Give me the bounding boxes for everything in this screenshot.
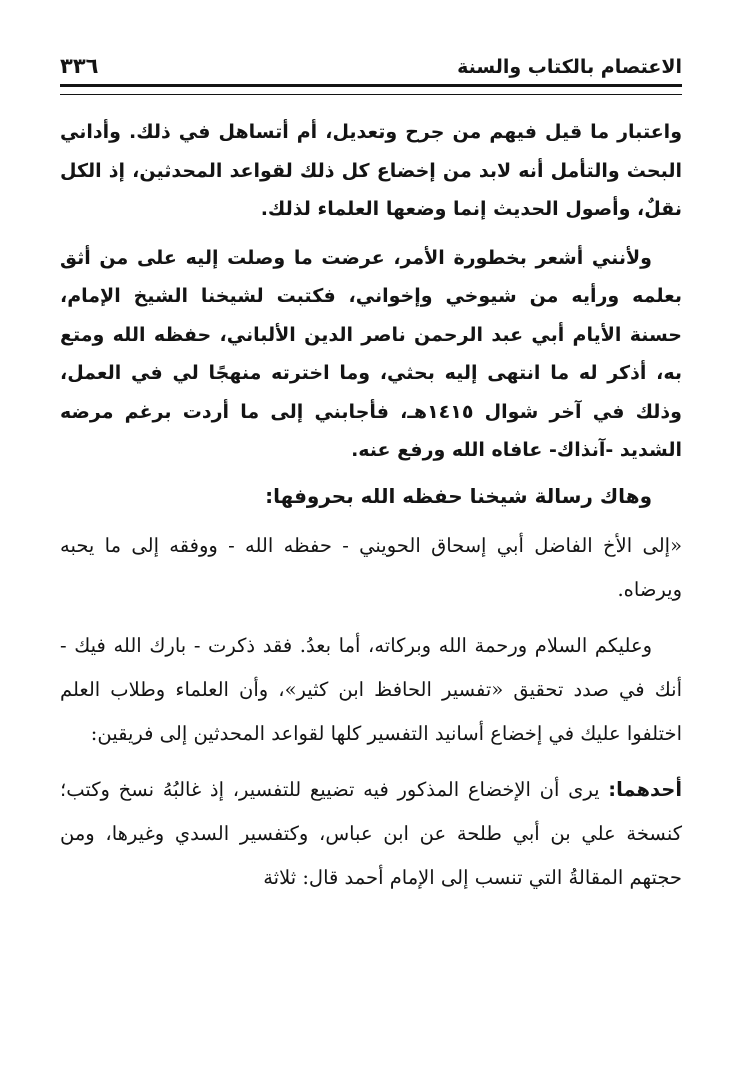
first-group-label: أحدهما: bbox=[608, 777, 682, 801]
letter-heading: وهاك رسالة شيخنا حفظه الله بحروفها: bbox=[265, 483, 652, 508]
letter-salutation: «إلى الأخ الفاضل أبي إسحاق الحويني - حفظه الله - ووفقه إلى ما يحبه ويرضاه. bbox=[60, 533, 682, 601]
running-header bbox=[60, 50, 682, 84]
book-page bbox=[60, 50, 682, 1070]
header-divider bbox=[60, 84, 682, 95]
page-number: ٣٣٦ bbox=[60, 54, 99, 78]
paragraph-methodology: واعتبار ما قيل فيهم من جرح وتعديل، أم أتساهل في ذلك. وأداني البحث والتأمل أنه لابد من إخضاع كل ذلك لقواعد المحدثين، إذ الكل نقلٌ، وأصول الحديث إنما وضعها العلماء لذلك. bbox=[60, 121, 682, 220]
paragraph-spacer bbox=[60, 756, 682, 768]
first-group-text: يرى أن الإخضاع المذكور فيه تضييع للتفسير، إذ غالبُهُ نسخ وكتب؛ كنسخة علي بن أبي طلحة عن ابن عباس، وكتفسير السدي وغيرها، ومن حجتهم المقالةُ التي تنسب إلى الإمام أحمد قال: ثلاثة bbox=[60, 777, 682, 889]
letter-body-paragraph: وعليكم السلام ورحمة الله وبركاته، أما بعدُ. فقد ذكرت - بارك الله فيك - أنك في صدد تحقيق «تفسير الحافظ ابن كثير»، وأن العلماء وطلاب العلم اختلفوا عليك في إخضاع أسانيد التفسير كلها لقواعد المحدثين إلى فريقين: bbox=[60, 633, 682, 745]
paragraph-spacer bbox=[60, 612, 682, 624]
paragraph-spacer bbox=[60, 229, 682, 239]
letter-first-group-paragraph bbox=[60, 768, 682, 900]
paragraph-sheikh-consultation: ولأنني أشعر بخطورة الأمر، عرضت ما وصلت إليه على من أثق بعلمه ورأيه من شيوخي وإخواني، فكتبت لشيخنا الشيخ الإمام، حسنة الأيام أبي عبد الرحمن ناصر الدين الألباني، حفظه الله ومتع به، أذكر له ما انتهى إليه بحثي، وما اخترته منهجًا لي في العمل، وذلك في آخر شوال ١٤١٥هـ، فأجابني إلى ما أردت برغم مرضه الشديد -آنذاك- عافاه الله ورفع عنه. bbox=[60, 246, 682, 461]
header-title: الاعتصام بالكتاب والسنة bbox=[457, 56, 682, 78]
